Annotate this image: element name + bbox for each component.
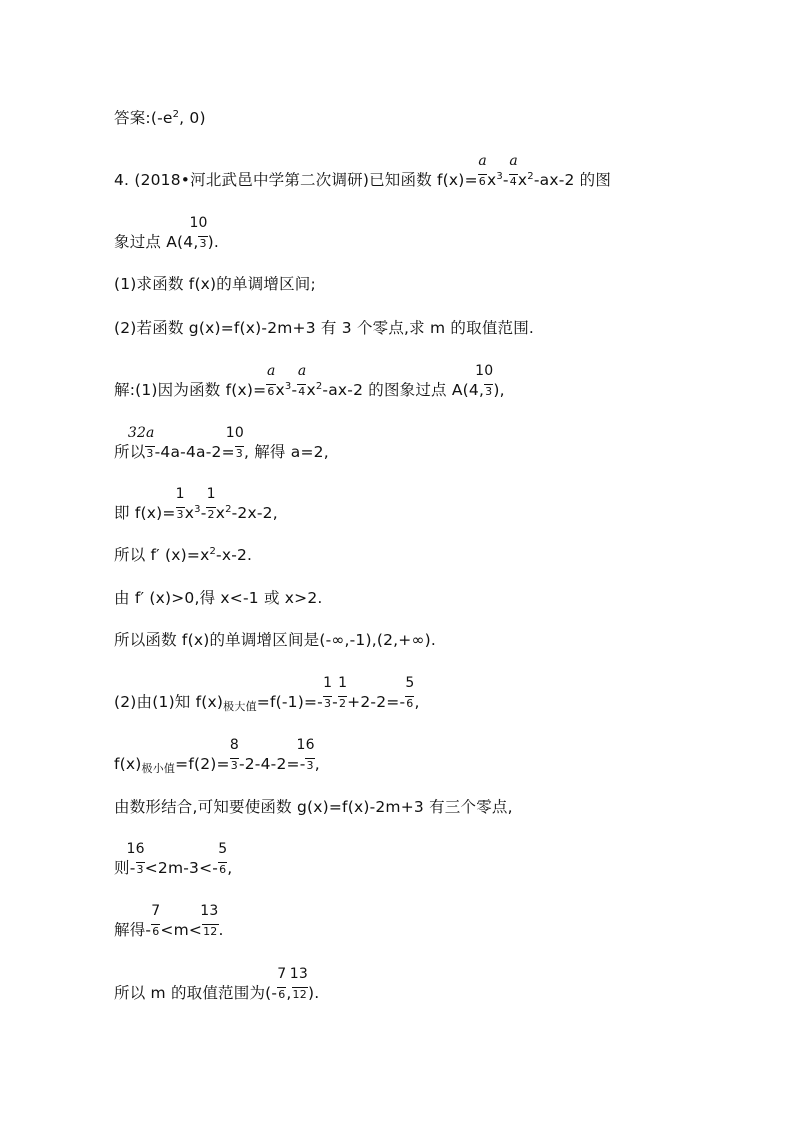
solution-line-1 (114, 363, 505, 400)
problem-statement-line-1 (114, 153, 612, 190)
problem-intro-tail: -ax-2 的图 (533, 171, 612, 189)
exponent: 3 (194, 504, 201, 515)
equals-sign: = (253, 381, 267, 399)
fraction-10-over-3 (475, 363, 494, 400)
fraction-5-over-6 (405, 675, 415, 712)
text-segment: , (227, 859, 233, 877)
solution-line-10 (114, 841, 233, 878)
fraction-denominator: 6 (478, 175, 486, 188)
fraction-denominator: 12 (292, 988, 307, 1001)
fraction-numerator: a (266, 363, 276, 379)
solution-line-2 (114, 425, 329, 462)
solution-line-7 (114, 675, 420, 713)
fraction-a-over-4 (297, 363, 307, 400)
fraction-denominator: 3 (306, 759, 314, 772)
text-segment: ). (307, 984, 320, 1002)
fraction-numerator: 10 (475, 363, 494, 379)
fraction-10-over-3 (225, 425, 244, 462)
fraction-16-over-3 (126, 841, 145, 878)
fraction-numerator: a (509, 153, 518, 169)
question-1: (1)求函数 f(x)的单调增区间; (114, 275, 316, 293)
fraction-numerator: a (478, 153, 487, 169)
fraction-numerator: 1 (175, 486, 185, 502)
exponent: 2 (527, 171, 534, 182)
text-segment: <2m-3<- (144, 859, 219, 877)
solution-line-6: 所以函数 f(x)的单调增区间是(-∞,-1),(2,+∞). (114, 631, 436, 649)
fraction-13-over-12 (289, 966, 308, 1003)
text-segment: , (286, 984, 292, 1002)
exponent: 2 (225, 504, 232, 515)
fraction-denominator: 3 (235, 447, 243, 460)
problem-statement-line-2 (114, 215, 220, 252)
fraction-7-over-6 (277, 966, 287, 1003)
fraction-numerator: 13 (200, 903, 219, 919)
fraction-numerator: 1 (206, 486, 216, 502)
text-segment: (2)由(1)知 f(x) (114, 693, 224, 711)
question-2: (2)若函数 g(x)=f(x)-2m+3 有 3 个零点,求 m 的取值范围. (114, 319, 535, 337)
fraction-denominator: 6 (406, 697, 414, 710)
fraction-5-over-6 (218, 841, 228, 878)
variable-x: x (517, 171, 528, 189)
fraction-denominator: 3 (485, 385, 493, 398)
fraction-denominator: 6 (152, 925, 160, 938)
fraction-denominator: 3 (230, 759, 238, 772)
fraction-denominator: 3 (176, 508, 184, 521)
text-segment: 所以 (114, 443, 146, 461)
fraction-denominator: 3 (323, 697, 332, 710)
fraction-numerator: 5 (218, 841, 228, 857)
text-segment: . (218, 921, 224, 939)
fraction-numerator: 10 (225, 425, 244, 441)
fraction-denominator: 3 (146, 447, 154, 460)
fraction-16-over-3 (296, 737, 315, 774)
text-segment: 解得- (114, 921, 152, 939)
fraction-numerator: 1 (338, 675, 348, 691)
solution-line-5: 由 f′ (x)>0,得 x<-1 或 x>2. (114, 589, 323, 607)
solution-line-4 (114, 545, 252, 565)
text-segment: =f(2)= (175, 755, 230, 773)
fraction-10-over-3 (189, 215, 208, 252)
fraction-numerator: 16 (126, 841, 145, 857)
fraction-8-over-3 (229, 737, 239, 774)
solution-line-3 (114, 486, 278, 523)
problem-intro: 4. (2018•河北武邑中学第二次调研)已知函数 f(x) (114, 171, 465, 189)
fraction-denominator: 2 (207, 508, 215, 521)
fraction-denominator: 4 (509, 175, 517, 188)
text-segment: 解:(1)因为函数 f(x) (114, 381, 254, 399)
fraction-denominator: 2 (338, 697, 347, 710)
text-segment: -2x-2, (231, 504, 278, 522)
fraction-numerator: a (297, 363, 307, 379)
fraction-1-over-2 (338, 675, 348, 712)
exponent: 2 (315, 381, 323, 392)
text-segment: , (414, 693, 420, 711)
fraction-a-over-6 (266, 363, 276, 400)
equals-sign: = (464, 171, 478, 189)
fraction-denominator: 3 (199, 237, 207, 250)
exponent: 2 (209, 546, 217, 557)
fraction-numerator: 8 (229, 737, 239, 753)
text-segment: -2-4-2=- (238, 755, 306, 773)
text-segment: 即 f(x)= (114, 504, 176, 522)
fraction-numerator: 16 (296, 737, 315, 753)
answer-exponent: 2 (172, 109, 180, 120)
fraction-numerator: 32a (127, 425, 155, 441)
variable-x: x (184, 504, 195, 522)
variable-x: x (306, 381, 316, 399)
fraction-denominator: 6 (267, 385, 275, 398)
fraction-denominator: 6 (278, 988, 286, 1001)
fraction-a-over-4 (509, 153, 518, 190)
answer-value: (-e (150, 109, 173, 127)
fraction-7-over-6 (151, 903, 161, 940)
text-segment: , (314, 755, 320, 773)
answer-label: 答案: (114, 109, 151, 127)
fraction-denominator: 6 (219, 863, 227, 876)
text-segment: , 解得 a=2, (243, 443, 329, 461)
text-segment: -4a-4a-2= (154, 443, 235, 461)
text-segment: ), (493, 381, 505, 399)
solution-line-12 (114, 966, 320, 1003)
fraction-denominator: 3 (136, 863, 144, 876)
fraction-1-over-3 (323, 675, 333, 712)
minus-sign: - (502, 171, 509, 189)
text-segment: 所以 f′ (x)=x (114, 546, 210, 564)
fraction-1-over-2 (206, 486, 216, 523)
subscript-local-max: 极大值 (223, 700, 257, 713)
text-segment: -x-2. (216, 546, 253, 564)
fraction-numerator: 10 (189, 215, 208, 231)
text-segment: ). (207, 233, 220, 251)
minus-sign: - (291, 381, 298, 399)
variable-x: x (215, 504, 226, 522)
minus-sign: - (200, 504, 207, 522)
fraction-13-over-12 (200, 903, 219, 940)
minus-sign: - (332, 693, 338, 711)
subscript-local-min: 极小值 (141, 762, 176, 775)
answer-line (114, 108, 206, 128)
text-segment: -ax-2 的图象过点 A(4, (322, 381, 485, 399)
solution-line-8 (114, 737, 320, 775)
fraction-numerator: 7 (151, 903, 161, 919)
fraction-numerator: 5 (405, 675, 415, 691)
fraction-denominator: 12 (203, 925, 218, 938)
exponent: 3 (496, 171, 503, 182)
solution-line-9: 由数形结合,可知要使函数 g(x)=f(x)-2m+3 有三个零点, (114, 798, 513, 816)
text-segment: =f(-1)=- (256, 693, 323, 711)
text-segment: <m< (160, 921, 203, 939)
variable-x: x (275, 381, 285, 399)
fraction-a-over-6 (478, 153, 487, 190)
text-segment: 所以 m 的取值范围为(- (114, 984, 278, 1002)
exponent: 3 (284, 381, 292, 392)
text-segment: 则- (114, 859, 136, 877)
fraction-denominator: 4 (298, 385, 306, 398)
text-segment: 象过点 A(4, (114, 233, 199, 251)
text-segment: f(x) (114, 755, 142, 773)
answer-tail: , 0) (179, 109, 206, 127)
fraction-numerator: 1 (323, 675, 333, 691)
solution-line-11 (114, 903, 224, 940)
variable-x: x (486, 171, 497, 189)
fraction-numerator: 13 (289, 966, 308, 982)
fraction-1-over-3 (175, 486, 185, 523)
fraction-numerator: 7 (277, 966, 287, 982)
text-segment: +2-2=- (347, 693, 406, 711)
